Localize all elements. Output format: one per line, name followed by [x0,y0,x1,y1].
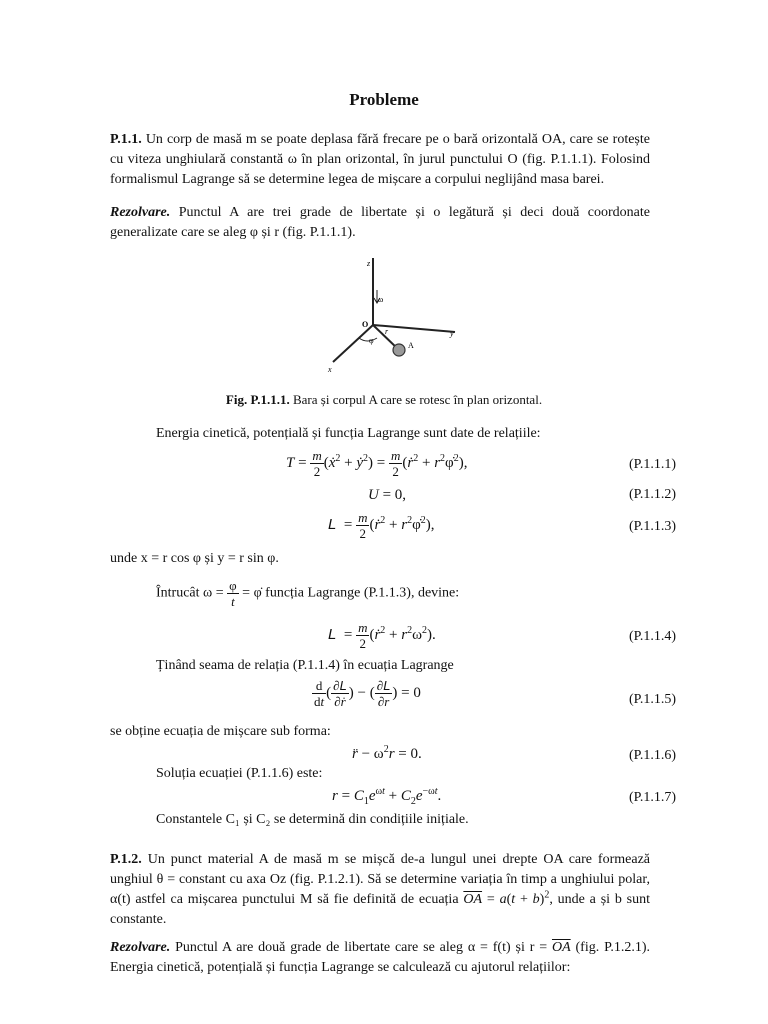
angular-velocity-line: Întrucât ω = $\frac{\varphi}{t}$ = φ̇ funcția Lagrange (P.1.1.3), devine: [156,578,460,609]
problem-label-2: P.1.2. [110,852,142,867]
page-title: Probleme [349,90,419,109]
label-a: A [408,341,414,350]
problem-1-1-statement [110,130,650,190]
coordinate-relations: unde x = r cos φ și y = r sin φ. [110,551,279,566]
caption-text: Bara și corpul A care se rotesc în plan orizontal. [292,392,543,407]
equation-motion: r̈ − $\omega^2r = 0$. [352,744,422,762]
figure-bar-rotation [315,250,475,380]
problem-1-2-resolution: Rezolvare. Punctul A are două grade de libertate care se aleg α = f(t) și $r = \overline{OA}$ (fig. P.1.2.1). Energia cinetică, potențială și funcția Lagrange se calculează cu ajutorul relațiilor: [110,940,650,975]
eq-number-2: (P.1.1.2) [628,487,676,502]
energy-intro: Energia cinetică, potențială și funcția Lagrange sunt date de relațiile: [156,426,541,441]
equation-lagrange: $\frac{d}{dt}$ ( $\frac{\partial L}{\text{∂ṙ}}$ ) − ( $\frac{\partial L}{\partial r}$ ) = 0 [314,678,421,709]
label-x: x [328,365,332,374]
eq-number-1: (P.1.1.1) [628,457,676,472]
problem-2-text: Un punct material A de masă m se mișcă de-a lungul unei drepte OA care formează unghiul θ = constant cu axa Oz (fig. P.1.2.1). Să se determine variația în timp a unghiului polar, α(t) astfel ca mișcarea punctului M să fie definită de ecuația [110,852,651,907]
resolution-text: Punctul A are trei grade de libertate și o legătură și deci două coordonate generalizate care se aleg φ și r (fig. P.1.1.1). [110,205,650,240]
eq-number-7: (P.1.1.7) [628,790,676,805]
problem-2-text-end: , unde a și b sunt constante. [110,892,651,927]
solution-intro: Soluția ecuației (P.1.1.6) este: [156,766,323,781]
equation-potential: U = 0, [368,487,407,503]
label-omega: ω [378,295,384,304]
problem-1-1-resolution [110,203,650,243]
equation-lagrangian: L = $\frac{m}{2}$ (ṙ$^2$ + $r^2\varphi̇^2$), [328,510,435,541]
x-axis [333,325,373,362]
problem-text: Un corp de masă m se poate deplasa fără frecare pe o bară orizontală OA, care se rotește cu viteza unghiulară constantă ω în plan orizontal, în jurul punctului O (fig. P.1.1.1). Folosind formalismul Lagrange să se determine legea de mișcare a corpului neglijând masa barei. [110,132,650,187]
equation-kinetic: T = $\frac{m}{2}$ (ẋ$^2$ + ẏ$^2$) = $\frac{m}{2}$ (ṙ$^2$ + $r^2\varphi̇^2$), [286,448,468,479]
eq-number-6: (P.1.1.6) [628,748,676,763]
label-phi: φ [369,336,374,345]
label-o: O [362,320,369,329]
eq-number-4: (P.1.1.4) [628,629,676,644]
intrucat-pre: Întrucât [156,585,200,601]
resolution-2-text-end: (fig. P.1.2.1). Energia cinetică, potențială și funcția Lagrange se calculează cu ajutorul relațiilor: [110,940,650,975]
phi-arc [359,338,377,341]
label-z: z [367,259,371,268]
label-r: r [385,327,389,336]
intrucat-post: funcția Lagrange (P.1.1.3), devine: [265,585,460,601]
body-a [393,344,405,356]
resolution-2-text: Punctul A are două grade de libertate care se aleg α = f(t) și r = [175,940,548,955]
equation-lagrangian-omega: L = $\frac{m}{2}$ (ṙ$^2$ + $r^2\omega^2$). [328,620,436,651]
constants-line: Constantele C₁ și C₂ se determină din condițiile inițiale. [156,812,469,827]
figure-caption [0,390,768,410]
resolution-label: Rezolvare. [110,205,171,220]
label-y: y [450,329,454,338]
eq-number-3: (P.1.1.3) [628,519,676,534]
problem-1-2-statement: P.1.2. Un punct material A de masă m se mișcă de-a lungul unei drepte OA care formează unghiul θ = constant cu axa Oz (fig. P.1.2.1). Să se determine variația în timp a unghiului polar, α(t) astfel ca mișcarea punctului M să fie definită de ecuația $\overline{OA} = a(t + b)^2$, unde a și b sunt constante. [110,852,651,927]
equation-solution: $r = C_1e^{\omega t} + C_2e^{-\omega t}$. [332,786,442,807]
resolution-label-2: Rezolvare. [110,940,171,955]
lagrange-intro: Ținând seama de relația (P.1.1.4) în ecuația Lagrange [156,658,454,673]
motion-intro: se obține ecuația de mișcare sub forma: [110,724,331,739]
problem-label: P.1.1. [110,132,142,147]
eq-number-5: (P.1.1.5) [628,692,676,707]
caption-label: Fig. P.1.1.1. [225,392,290,407]
